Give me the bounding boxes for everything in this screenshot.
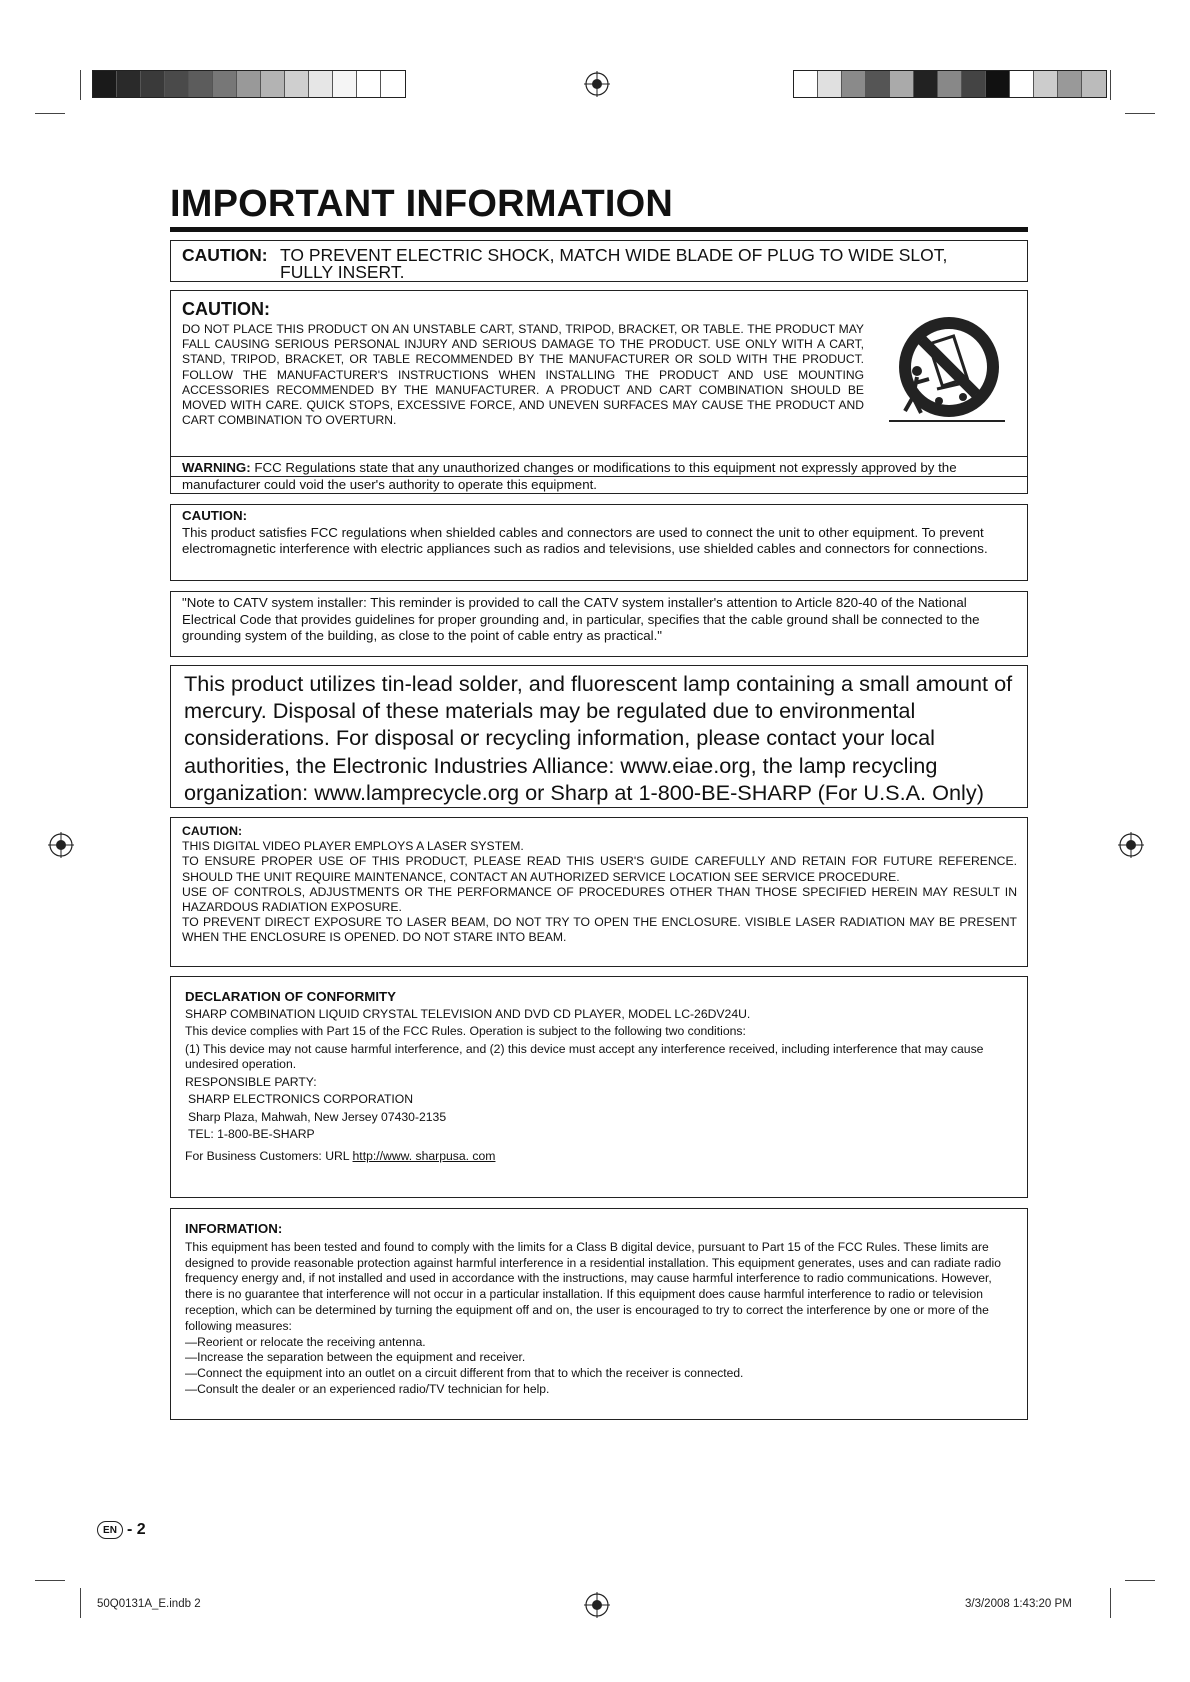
declaration-box <box>170 976 1028 1198</box>
crop-mark <box>1125 113 1155 114</box>
warning-text: FCC Regulations state that any unauthorized changes or modifications to this equipment not expressly approved by the manufacturer could void the user's authority to operate this equipment. <box>182 460 957 492</box>
responsible-party-name: SHARP ELECTRONICS CORPORATION <box>188 1092 414 1106</box>
responsible-party-tel: TEL: 1-800-BE-SHARP <box>188 1127 315 1141</box>
crop-mark <box>80 70 81 100</box>
caution-heading: CAUTION: <box>182 508 247 523</box>
declaration-heading: DECLARATION OF CONFORMITY <box>185 989 397 1004</box>
page-number <box>97 1521 146 1539</box>
registration-mark-icon <box>1118 832 1144 858</box>
laser-line: USE OF CONTROLS, ADJUSTMENTS OR THE PERFORMANCE OF PROCEDURES OTHER THAN THOSE SPECIFIED HEREIN MAY RESULT IN HAZARDOUS RADIATION EXPOSURE. <box>182 884 1017 915</box>
information-heading: INFORMATION: <box>185 1221 283 1236</box>
crop-mark <box>80 1588 81 1618</box>
caution-label: CAUTION: <box>182 245 268 265</box>
caution-heading: CAUTION: <box>182 824 243 838</box>
registration-mark-icon <box>584 1592 610 1618</box>
crop-mark <box>35 113 65 114</box>
declaration-conditions: (1) This device may not cause harmful interference, and (2) this device must accept any interference received, including interference that may cause undesired operation. <box>185 1041 984 1071</box>
color-bar-left <box>92 70 406 98</box>
measure-item: —Increase the separation between the equipment and receiver. <box>185 1350 526 1365</box>
cart-tip-over-warning-icon <box>877 309 1007 439</box>
caution-cart-box <box>170 290 1028 477</box>
disposal-notice-text: This product utilizes tin-lead solder, and fluorescent lamp containing a small amount of mercury. Disposal of these materials may be regulated due to environmental considerations. For disposal or recycling information, please contact your local authorities, the Electronic Industries Alliance: www.eiae.org, the lamp recycling organization: www.lamprecycle.org or Sharp at 1-800-BE-SHARP (For U.S.A. Only) <box>184 671 1013 805</box>
laser-line: TO ENSURE PROPER USE OF THIS PRODUCT, PLEASE READ THIS USER'S GUIDE CAREFULLY AND RETAIN FOR FUTURE REFERENCE. SHOULD THE UNIT REQUIRE MAINTENANCE, CONTACT AN AUTHORIZED SERVICE LOCATION SEE SERVICE PROCEDURE. <box>182 854 1017 884</box>
disposal-notice-box <box>170 665 1028 808</box>
business-label: For Business Customers: URL <box>185 1148 350 1163</box>
information-text: This equipment has been tested and found to comply with the limits for a Class B digital device, pursuant to Part 15 of the FCC Rules. These limits are designed to provide reasonable protection against harmful interference in a residential installation. This equipment generates, uses and can radiate radio frequency energy and, if not installed and used in accordance with the instructions, may cause harmful interference to radio communications. However, there is no guarantee that interference will not occur in a particular installation. If this equipment does cause harmful interference to radio or television reception, which can be determined by turning the equipment off and on, the user is encouraged to try to correct the interference by one or more of the following measures: <box>185 1239 1001 1333</box>
laser-line: TO PREVENT DIRECT EXPOSURE TO LASER BEAM, DO NOT TRY TO OPEN THE ENCLOSURE. VISIBLE LASER RADIATION MAY BE PRESENT WHEN THE ENCLOSURE IS OPENED. DO NOT STARE INTO BEAM. <box>182 915 1017 945</box>
print-file-name: 50Q0131A_E.indb 2 <box>97 1598 201 1610</box>
measure-item: —Consult the dealer or an experienced radio/TV technician for help. <box>185 1381 550 1396</box>
caution-fcc-box <box>170 504 1028 581</box>
catv-note-text: "Note to CATV system installer: This reminder is provided to call the CATV system installer's attention to Article 820-40 of the National Electrical Code that provides guidelines for proper grounding and, in particular, specifies that the cable ground shall be connected to the grounding system of the building, as close to the point of cable entry as practical." <box>182 595 980 643</box>
caution-cart-text: DO NOT PLACE THIS PRODUCT ON AN UNSTABLE CART, STAND, TRIPOD, BRACKET, OR TABLE. THE PRODUCT MAY FALL CAUSING SERIOUS PERSONAL INJURY AND SERIOUS DAMAGE TO THE PRODUCT. USE ONLY WITH A CART, STAND, TRIPOD, BRACKET, OR TABLE RECOMMENDED BY THE MANUFACTURER OR SOLD WITH THE PRODUCT. FOLLOW THE MANUFACTURER'S INSTRUCTIONS WHEN INSTALLING THE PRODUCT AND USE MOUNTING ACCESSORIES RECOMMENDED BY THE MANUFACTURER. A PRODUCT AND CART COMBINATION SHOULD BE MOVED WITH CARE. QUICK STOPS, EXCESSIVE FORCE, AND UNEVEN SURFACES MAY CAUSE THE PRODUCT AND CART COMBINATION TO OVERTURN. <box>182 322 864 428</box>
warning-box <box>170 456 1028 494</box>
registration-mark-icon <box>48 832 74 858</box>
crop-mark <box>1125 1580 1155 1581</box>
laser-line: THIS DIGITAL VIDEO PLAYER EMPLOYS A LASER SYSTEM. <box>182 839 524 854</box>
caution-heading: CAUTION: <box>182 299 270 319</box>
page-number-text: - 2 <box>127 1521 146 1538</box>
catv-note-box <box>170 591 1028 657</box>
responsible-party-address: Sharp Plaza, Mahwah, New Jersey 07430-2135 <box>188 1109 447 1124</box>
declaration-complies: This device complies with Part 15 of the FCC Rules. Operation is subject to the following two conditions: <box>185 1024 746 1038</box>
color-bar-right <box>793 70 1107 98</box>
crop-mark <box>1110 1588 1111 1618</box>
declaration-model: SHARP COMBINATION LIQUID CRYSTAL TELEVISION AND DVD CD PLAYER, MODEL LC-26DV24U. <box>185 1006 751 1021</box>
caution-plug-box <box>170 240 1028 282</box>
information-box <box>170 1208 1028 1420</box>
title-rule <box>170 227 1028 232</box>
caution-laser-box <box>170 817 1028 967</box>
print-timestamp: 3/3/2008 1:43:20 PM <box>965 1598 1072 1610</box>
business-customers-line <box>185 1149 1013 1165</box>
warning-label: WARNING: <box>182 460 251 475</box>
caution-plug-text: TO PREVENT ELECTRIC SHOCK, MATCH WIDE BLADE OF PLUG TO WIDE SLOT, FULLY INSERT. <box>280 245 948 282</box>
measure-item: —Connect the equipment into an outlet on a circuit different from that to which the receiver is connected. <box>185 1366 744 1381</box>
registration-mark-icon <box>584 71 610 97</box>
responsible-party-label: RESPONSIBLE PARTY: <box>185 1074 317 1089</box>
crop-mark <box>35 1580 65 1581</box>
caution-fcc-text: This product satisfies FCC regulations when shielded cables and connectors are used to connect the unit to other equipment. To prevent electromagnetic interference with electric appliances such as radios and televisions, use shielded cables and connectors for connections. <box>182 524 988 556</box>
language-badge: EN <box>97 1521 123 1539</box>
crop-mark <box>1110 70 1111 100</box>
business-url-link[interactable]: http://www. sharpusa. com <box>352 1148 496 1163</box>
page-title: IMPORTANT INFORMATION <box>170 183 674 225</box>
measure-item: —Reorient or relocate the receiving antenna. <box>185 1334 426 1349</box>
